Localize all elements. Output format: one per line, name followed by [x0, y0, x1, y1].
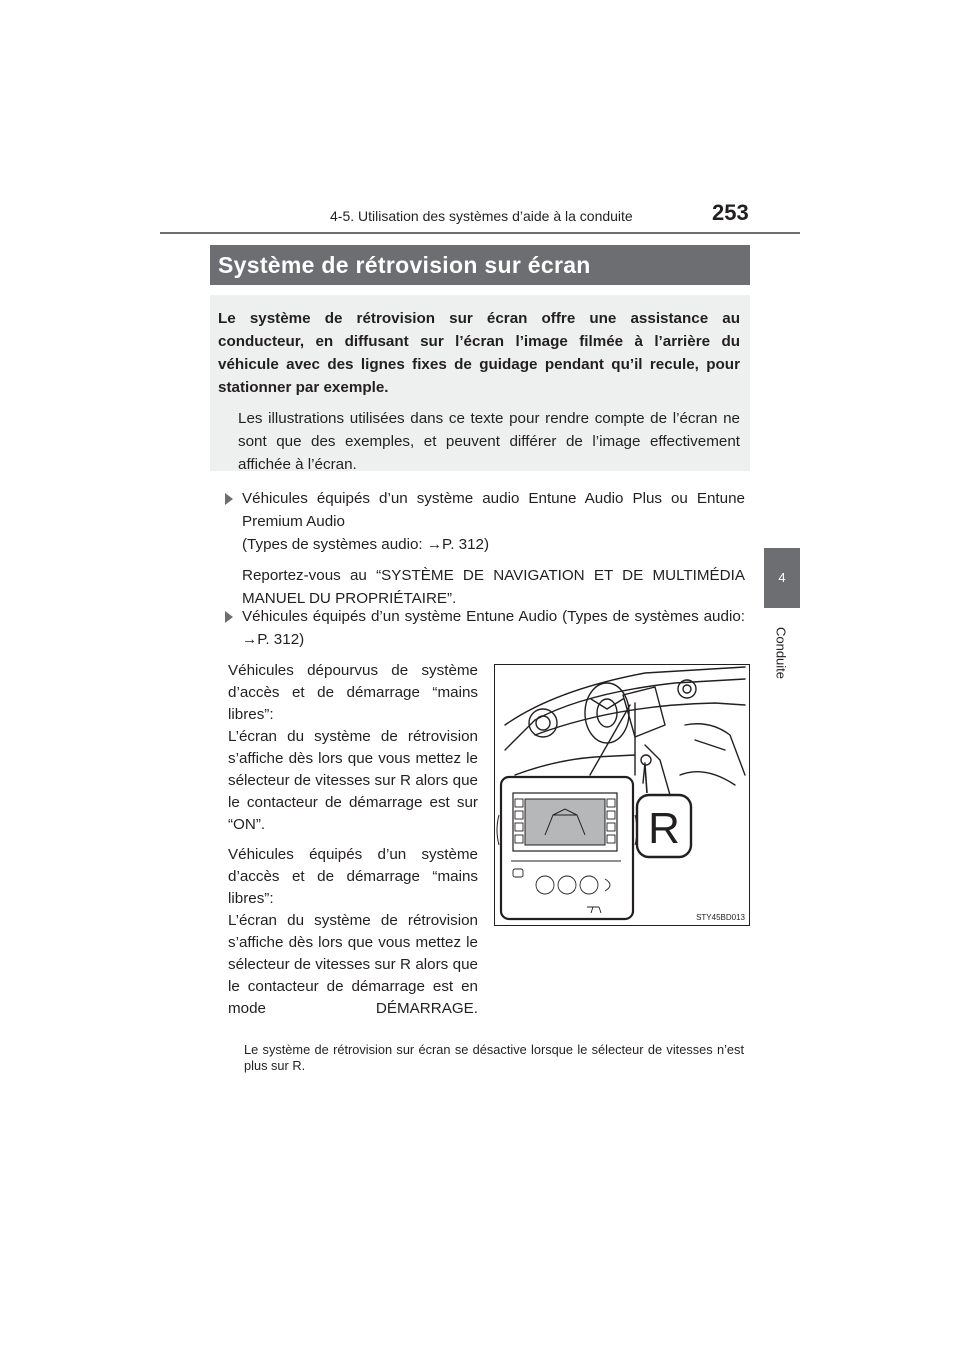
- paragraph: [228, 660, 478, 836]
- intro-box: [210, 295, 750, 471]
- dashboard-drawing: [495, 665, 749, 925]
- chapter-tab: 4: [764, 548, 800, 608]
- paragraph-text: L’écran du système de rétrovision s’affiche dès lors que vous mettez le sélecteur de vitesses sur R alors que le contacteur de démarrage est en mode DÉMARRAGE.: [228, 912, 478, 1017]
- chapter-label-text: Conduite: [773, 626, 789, 680]
- intro-note: Les illustrations utilisées dans ce texte pour rendre compte de l’écran ne sont que des exemples, et peuvent différer de l’image effectivement affichée à l’écran.: [238, 410, 740, 473]
- bullet-arrow-icon: [225, 493, 233, 505]
- chapter-label: [766, 618, 796, 688]
- section-title: Système de rétrovision sur écran: [210, 245, 750, 285]
- bullet-item: [225, 487, 745, 610]
- page-number: 253: [712, 200, 749, 225]
- gear-r-callout: [637, 765, 691, 857]
- footnote: Le système de rétrovision sur écran se désactive lorsque le sélecteur de vitesses n’est plus sur R.: [244, 1042, 744, 1073]
- radio-panel-inset: [497, 777, 637, 919]
- dashboard-illustration: [494, 664, 750, 926]
- gear-r-label: R: [648, 804, 680, 853]
- bullet-reference: (Types de systèmes audio: →P. 312): [242, 536, 490, 553]
- header-section-title: 4-5. Utilisation des systèmes d’aide à la conduite: [330, 208, 633, 224]
- bullet-arrow-icon: [225, 611, 233, 623]
- intro-summary: Le système de rétrovision sur écran offre une assistance au conducteur, en diffusant sur l’écran l’image filmée à l’arrière du véhicule avec des lignes fixes de guidage pendant qu’il recule, pour stationner par exemple.: [218, 310, 740, 396]
- figure-code: STY45BD013: [696, 913, 745, 922]
- paragraph-heading: Véhicules équipés d’un système d’accès et de démarrage “mains libres”:: [228, 846, 478, 907]
- paragraph-heading: Véhicules dépourvus de système d’accès et de démarrage “mains libres”:: [228, 662, 478, 723]
- body-text: [228, 660, 478, 1028]
- bullet-heading: Véhicules équipés d’un système Entune Audio (Types de systèmes audio: →P. 312): [242, 608, 745, 648]
- paragraph: [228, 844, 478, 1020]
- bullet-heading: Véhicules équipés d’un système audio Entune Audio Plus ou Entune Premium Audio: [242, 490, 745, 530]
- bullet-text: Reportez-vous au “SYSTÈME DE NAVIGATION ET DE MULTIMÉDIA MANUEL DU PROPRIÉTAIRE”.: [242, 567, 745, 607]
- bullet-item: [225, 605, 745, 651]
- header-divider: [160, 232, 800, 234]
- paragraph-text: L’écran du système de rétrovision s’affiche dès lors que vous mettez le sélecteur de vitesses sur R alors que le contacteur de démarrage est sur “ON”.: [228, 728, 478, 833]
